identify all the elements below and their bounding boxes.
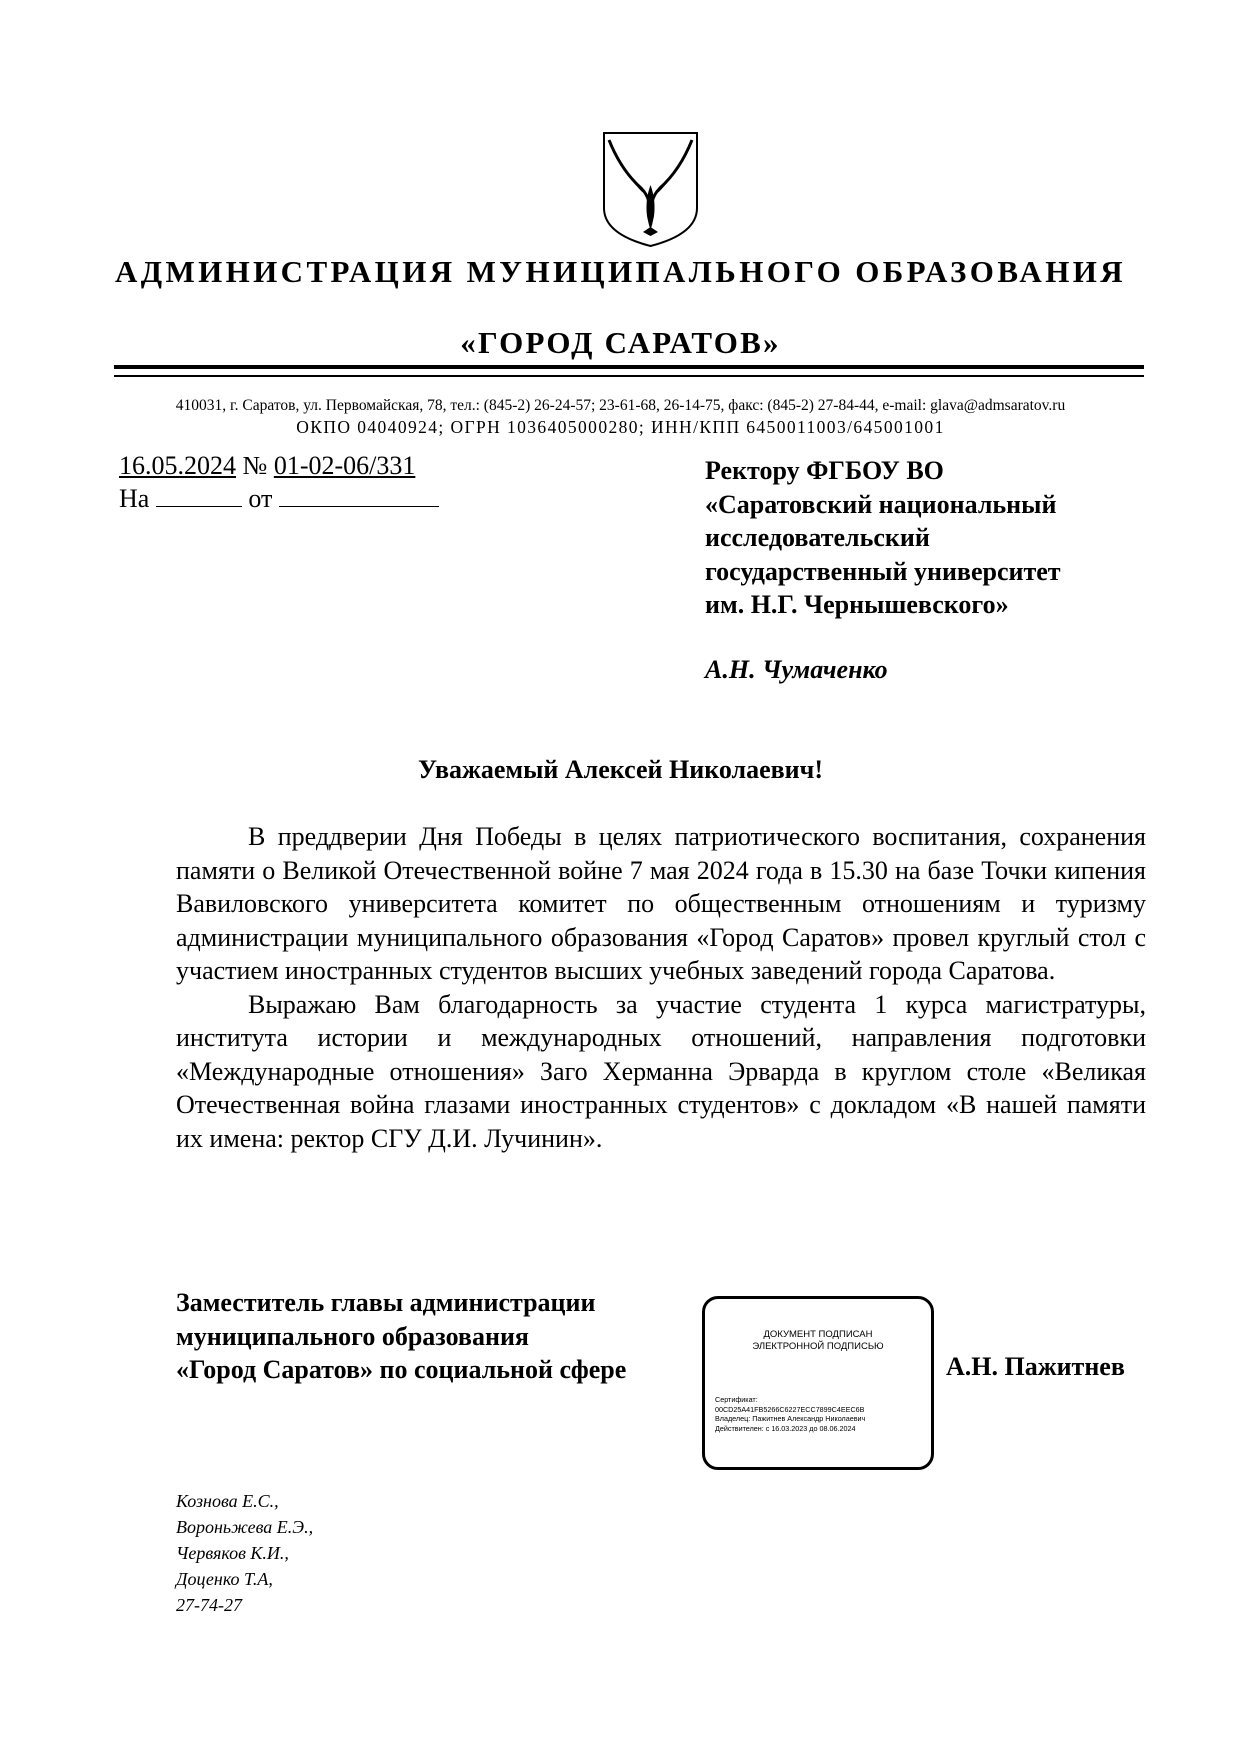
registration-line (119, 451, 415, 481)
signer-position (176, 1286, 716, 1387)
executor-line: Червяков К.И., (176, 1543, 289, 1563)
header-divider-thick (114, 365, 1144, 369)
letter-paragraph: Выражаю Вам благодарность за участие студента 1 курса магистратуры, института истории и международных отношений, направления подготовки «Международные отношения» Заго Херманна Эрварда в круглом столе «Великая Отечественная война глазами иностранных студентов» с докладом «В нашей памяти их имена: ректор СГУ Д.И. Лучинин». (176, 989, 1146, 1153)
signer-position-line: муниципального образования (176, 1321, 529, 1351)
stamp-details (715, 1395, 865, 1433)
executor-line: Вороньжева Е.Э., (176, 1517, 314, 1537)
stamp-title-line: ДОКУМЕНТ ПОДПИСАН (763, 1329, 873, 1340)
reply-number-blank (156, 484, 242, 507)
addressee-line: «Саратовский национальный (705, 489, 1057, 519)
executors-list (176, 1488, 313, 1618)
saratov-coat-of-arms-icon (601, 130, 700, 248)
executor-line: Кознова Е.С., (176, 1491, 279, 1511)
organization-codes: ОКПО 04040924; ОГРН 1036405000280; ИНН/КПП 6450011003/645001001 (296, 417, 945, 437)
letter-paragraph: В преддверии Дня Победы в целях патриотического воспитания, сохранения памяти о Великой Отечественной войне 7 мая 2024 года в 15.30 на базе Точки кипения Вавиловского университета комитет по общественным отношениям и туризму администрации муниципального образования «Город Саратов» провел круглый стол с участием иностранных студентов высших учебных заведений города Саратова. (176, 822, 1146, 985)
organization-address: 410031, г. Саратов, ул. Первомайская, 78, тел.: (845-2) 26-24-57; 23-61-68, 26-14-75, факс: (845-2) 27-84-44, e-mail: glava@admsaratov.ru (175, 397, 1066, 414)
addressee-line: государственный университет (705, 556, 1061, 586)
signer-position-line: «Город Саратов» по социальной сфере (176, 1355, 627, 1384)
letter-greeting: Уважаемый Алексей Николаевич! (418, 755, 823, 784)
reply-label: На (119, 484, 150, 513)
organization-title: АДМИНИСТРАЦИЯ МУНИЦИПАЛЬНОГО ОБРАЗОВАНИЯ (114, 254, 1127, 289)
executor-phone: 27-74-27 (176, 1595, 242, 1615)
addressee-block (705, 454, 1145, 622)
addressee-line: Ректору ФГБОУ ВО (705, 456, 944, 485)
stamp-title-line: ЭЛЕКТРОННОЙ ПОДПИСЬЮ (752, 1341, 884, 1352)
registration-date: 16.05.2024 (119, 451, 236, 480)
stamp-certificate: 00CD25A41FB5266C6227ECC7899C4EEC6B (715, 1404, 865, 1414)
organization-subtitle: «ГОРОД САРАТОВ» (460, 325, 781, 360)
header-divider-thin (114, 375, 1144, 377)
addressee-line: им. Н.Г. Чернышевского» (705, 590, 1009, 619)
executor-line: Доценко Т.А, (176, 1569, 273, 1589)
stamp-owner: Владелец: Пажитнев Александр Николаевич (715, 1414, 866, 1423)
stamp-title (705, 1329, 931, 1353)
stamp-validity: Действителен: с 16.03.2023 до 08.06.2024 (715, 1423, 856, 1433)
reply-from-label: от (248, 484, 273, 513)
addressee-name: А.Н. Чумаченко (705, 655, 888, 684)
letter-body (176, 820, 1146, 1155)
number-sign: № (242, 451, 268, 480)
signer-position-line: Заместитель главы администрации (176, 1288, 596, 1317)
electronic-signature-stamp (702, 1296, 934, 1470)
registration-number: 01-02-06/331 (273, 451, 416, 480)
reply-reference-line (119, 484, 439, 514)
reply-date-blank (279, 484, 439, 507)
addressee-line: исследовательский (705, 523, 930, 552)
signer-name: А.Н. Пажитнев (946, 1352, 1125, 1381)
stamp-certificate-label: Сертификат: (715, 1395, 758, 1404)
